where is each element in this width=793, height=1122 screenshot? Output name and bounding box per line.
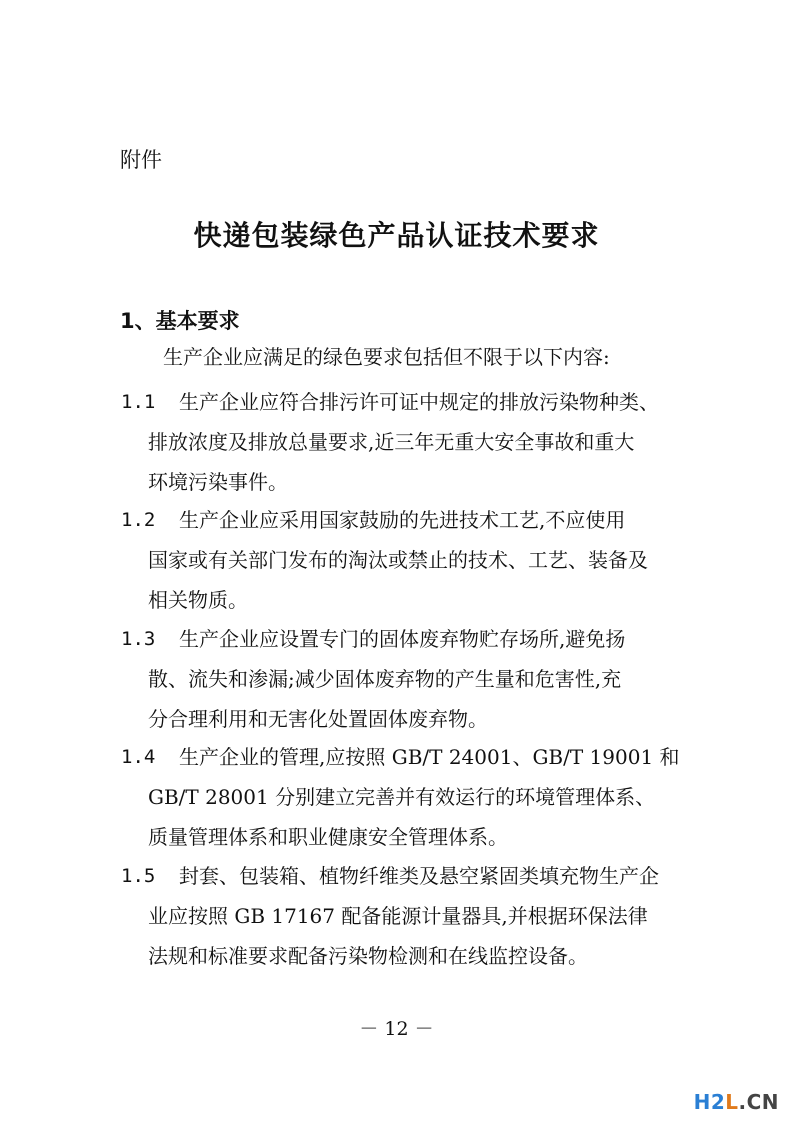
clause-line xyxy=(121,737,721,777)
clause-number: 1.3 xyxy=(121,628,156,650)
watermark-part: L xyxy=(725,1090,739,1114)
clause-text: 质量管理体系和职业健康安全管理体系。 xyxy=(148,825,508,849)
page-number: － 12 － xyxy=(359,1018,434,1040)
clause-text: 生产企业应采用国家鼓励的先进技术工艺,不应使用 xyxy=(179,508,626,532)
attachment-label: 附件 xyxy=(120,148,162,172)
clause-text: 法规和标准要求配备污染物检测和在线监控设备。 xyxy=(148,944,588,968)
clause-text: 封套、包装箱、植物纤维类及悬空紧固类填充物生产企 xyxy=(179,864,659,888)
section-heading: 1、基本要求 xyxy=(120,309,240,333)
clause-1-5 xyxy=(121,856,721,976)
clause-line xyxy=(121,580,721,620)
clause-number: 1.5 xyxy=(121,865,156,887)
clause-number: 1.4 xyxy=(121,746,156,768)
watermark-part: .CN xyxy=(738,1090,779,1114)
clause-1-3 xyxy=(121,619,721,739)
clause-text: 环境污染事件。 xyxy=(148,470,288,494)
clause-text: 散、流失和渗漏;减少固体废弃物的产生量和危害性,充 xyxy=(148,667,622,691)
clause-line xyxy=(121,936,721,976)
clause-number: 1.1 xyxy=(121,391,156,413)
clause-text: 业应按照 GB 17167 配备能源计量器具,并根据环保法律 xyxy=(148,904,648,928)
clause-line xyxy=(121,817,721,857)
clause-text: GB/T 28001 分别建立完善并有效运行的环境管理体系、 xyxy=(148,785,656,809)
clause-line xyxy=(121,500,721,540)
clause-text: 生产企业应符合排污许可证中规定的排放污染物种类、 xyxy=(179,390,659,414)
clause-1-4 xyxy=(121,737,721,857)
site-watermark xyxy=(694,1090,779,1114)
watermark-part: H2 xyxy=(693,1090,726,1114)
clause-line xyxy=(121,422,721,462)
clause-text: 相关物质。 xyxy=(148,588,248,612)
clause-line xyxy=(121,540,721,580)
clause-line xyxy=(121,699,721,739)
clause-line xyxy=(121,777,721,817)
clause-text: 生产企业的管理,应按照 GB/T 24001、GB/T 19001 和 xyxy=(179,745,680,769)
clause-line xyxy=(121,896,721,936)
clause-line xyxy=(121,856,721,896)
clause-text: 排放浓度及排放总量要求,近三年无重大安全事故和重大 xyxy=(148,430,635,454)
clause-text: 生产企业应设置专门的固体废弃物贮存场所,避免扬 xyxy=(179,627,626,651)
clause-1-1 xyxy=(121,382,721,502)
clause-line xyxy=(121,659,721,699)
document-title: 快递包装绿色产品认证技术要求 xyxy=(193,219,600,252)
clause-text: 分合理利用和无害化处置固体废弃物。 xyxy=(148,707,488,731)
clause-line xyxy=(121,382,721,422)
clause-line xyxy=(121,619,721,659)
clause-number: 1.2 xyxy=(121,509,156,531)
section-intro: 生产企业应满足的绿色要求包括但不限于以下内容: xyxy=(163,345,610,369)
clause-1-2 xyxy=(121,500,721,620)
clause-line xyxy=(121,462,721,502)
clause-text: 国家或有关部门发布的淘汰或禁止的技术、工艺、装备及 xyxy=(148,548,648,572)
